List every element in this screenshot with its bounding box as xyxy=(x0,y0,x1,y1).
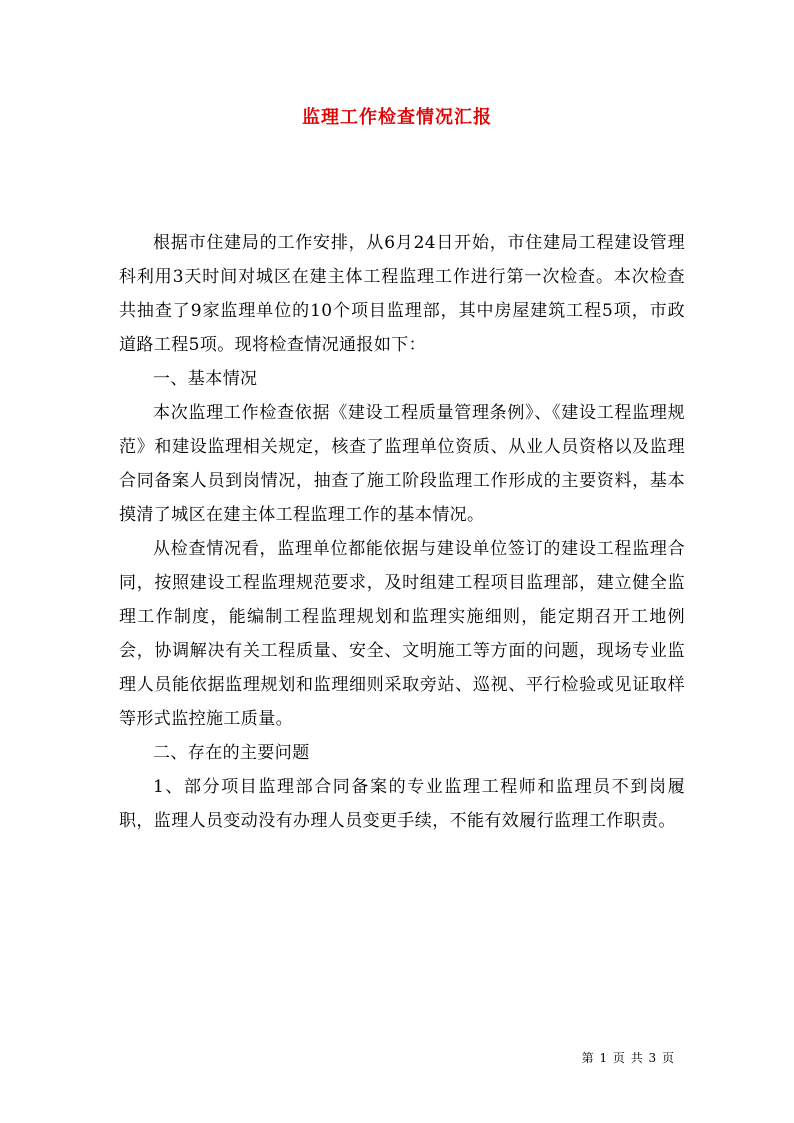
paragraph-problem-1: 1、部分项目监理部合同备案的专业监理工程师和监理员不到岗履职，监理人员变动没有办理人员变更手续，不能有效履行监理工作职责。 xyxy=(119,777,685,831)
document-title: 监理工作检查情况汇报 xyxy=(302,107,492,128)
paragraph-findings: 从检查情况看，监理单位都能依据与建设单位签订的建设工程监理合同，按照建设工程监理规范要求，及时组建工程项目监理部，建立健全监理工作制度，能编制工程监理规划和监理实施细则，能定期召开工地例会，协调解决有关工程质量、安全、文明施工等方面的问题，现场专业监理人员能依据监理规划和监理细则采取旁站、巡视、平行检验或见证取样等形式监控施工质量。 xyxy=(119,539,685,729)
document-body xyxy=(119,226,685,838)
paragraph-intro: 根据市住建局的工作安排，从6月24日开始，市住建局工程建设管理科利用3天时间对城区在建主体工程监理工作进行第一次检查。本次检查共抽查了9家监理单位的10个项目监理部，其中房屋建筑工程5项，市政道路工程5项。现将检查情况通报如下： xyxy=(119,233,685,355)
paragraph-basis: 本次监理工作检查依据《建设工程质量管理条例》、《建设工程监理规范》和建设监理相关规定，核查了监理单位资质、从业人员资格以及监理合同备案人员到岗情况，抽查了施工阶段监理工作形成的主要资料，基本摸清了城区在建主体工程监理工作的基本情况。 xyxy=(119,403,685,525)
page-footer: 第 1 页 共 3 页 xyxy=(581,1051,675,1065)
section-heading-problems: 二、存在的主要问题 xyxy=(153,743,310,763)
section-heading-basic: 一、基本情况 xyxy=(153,369,258,389)
